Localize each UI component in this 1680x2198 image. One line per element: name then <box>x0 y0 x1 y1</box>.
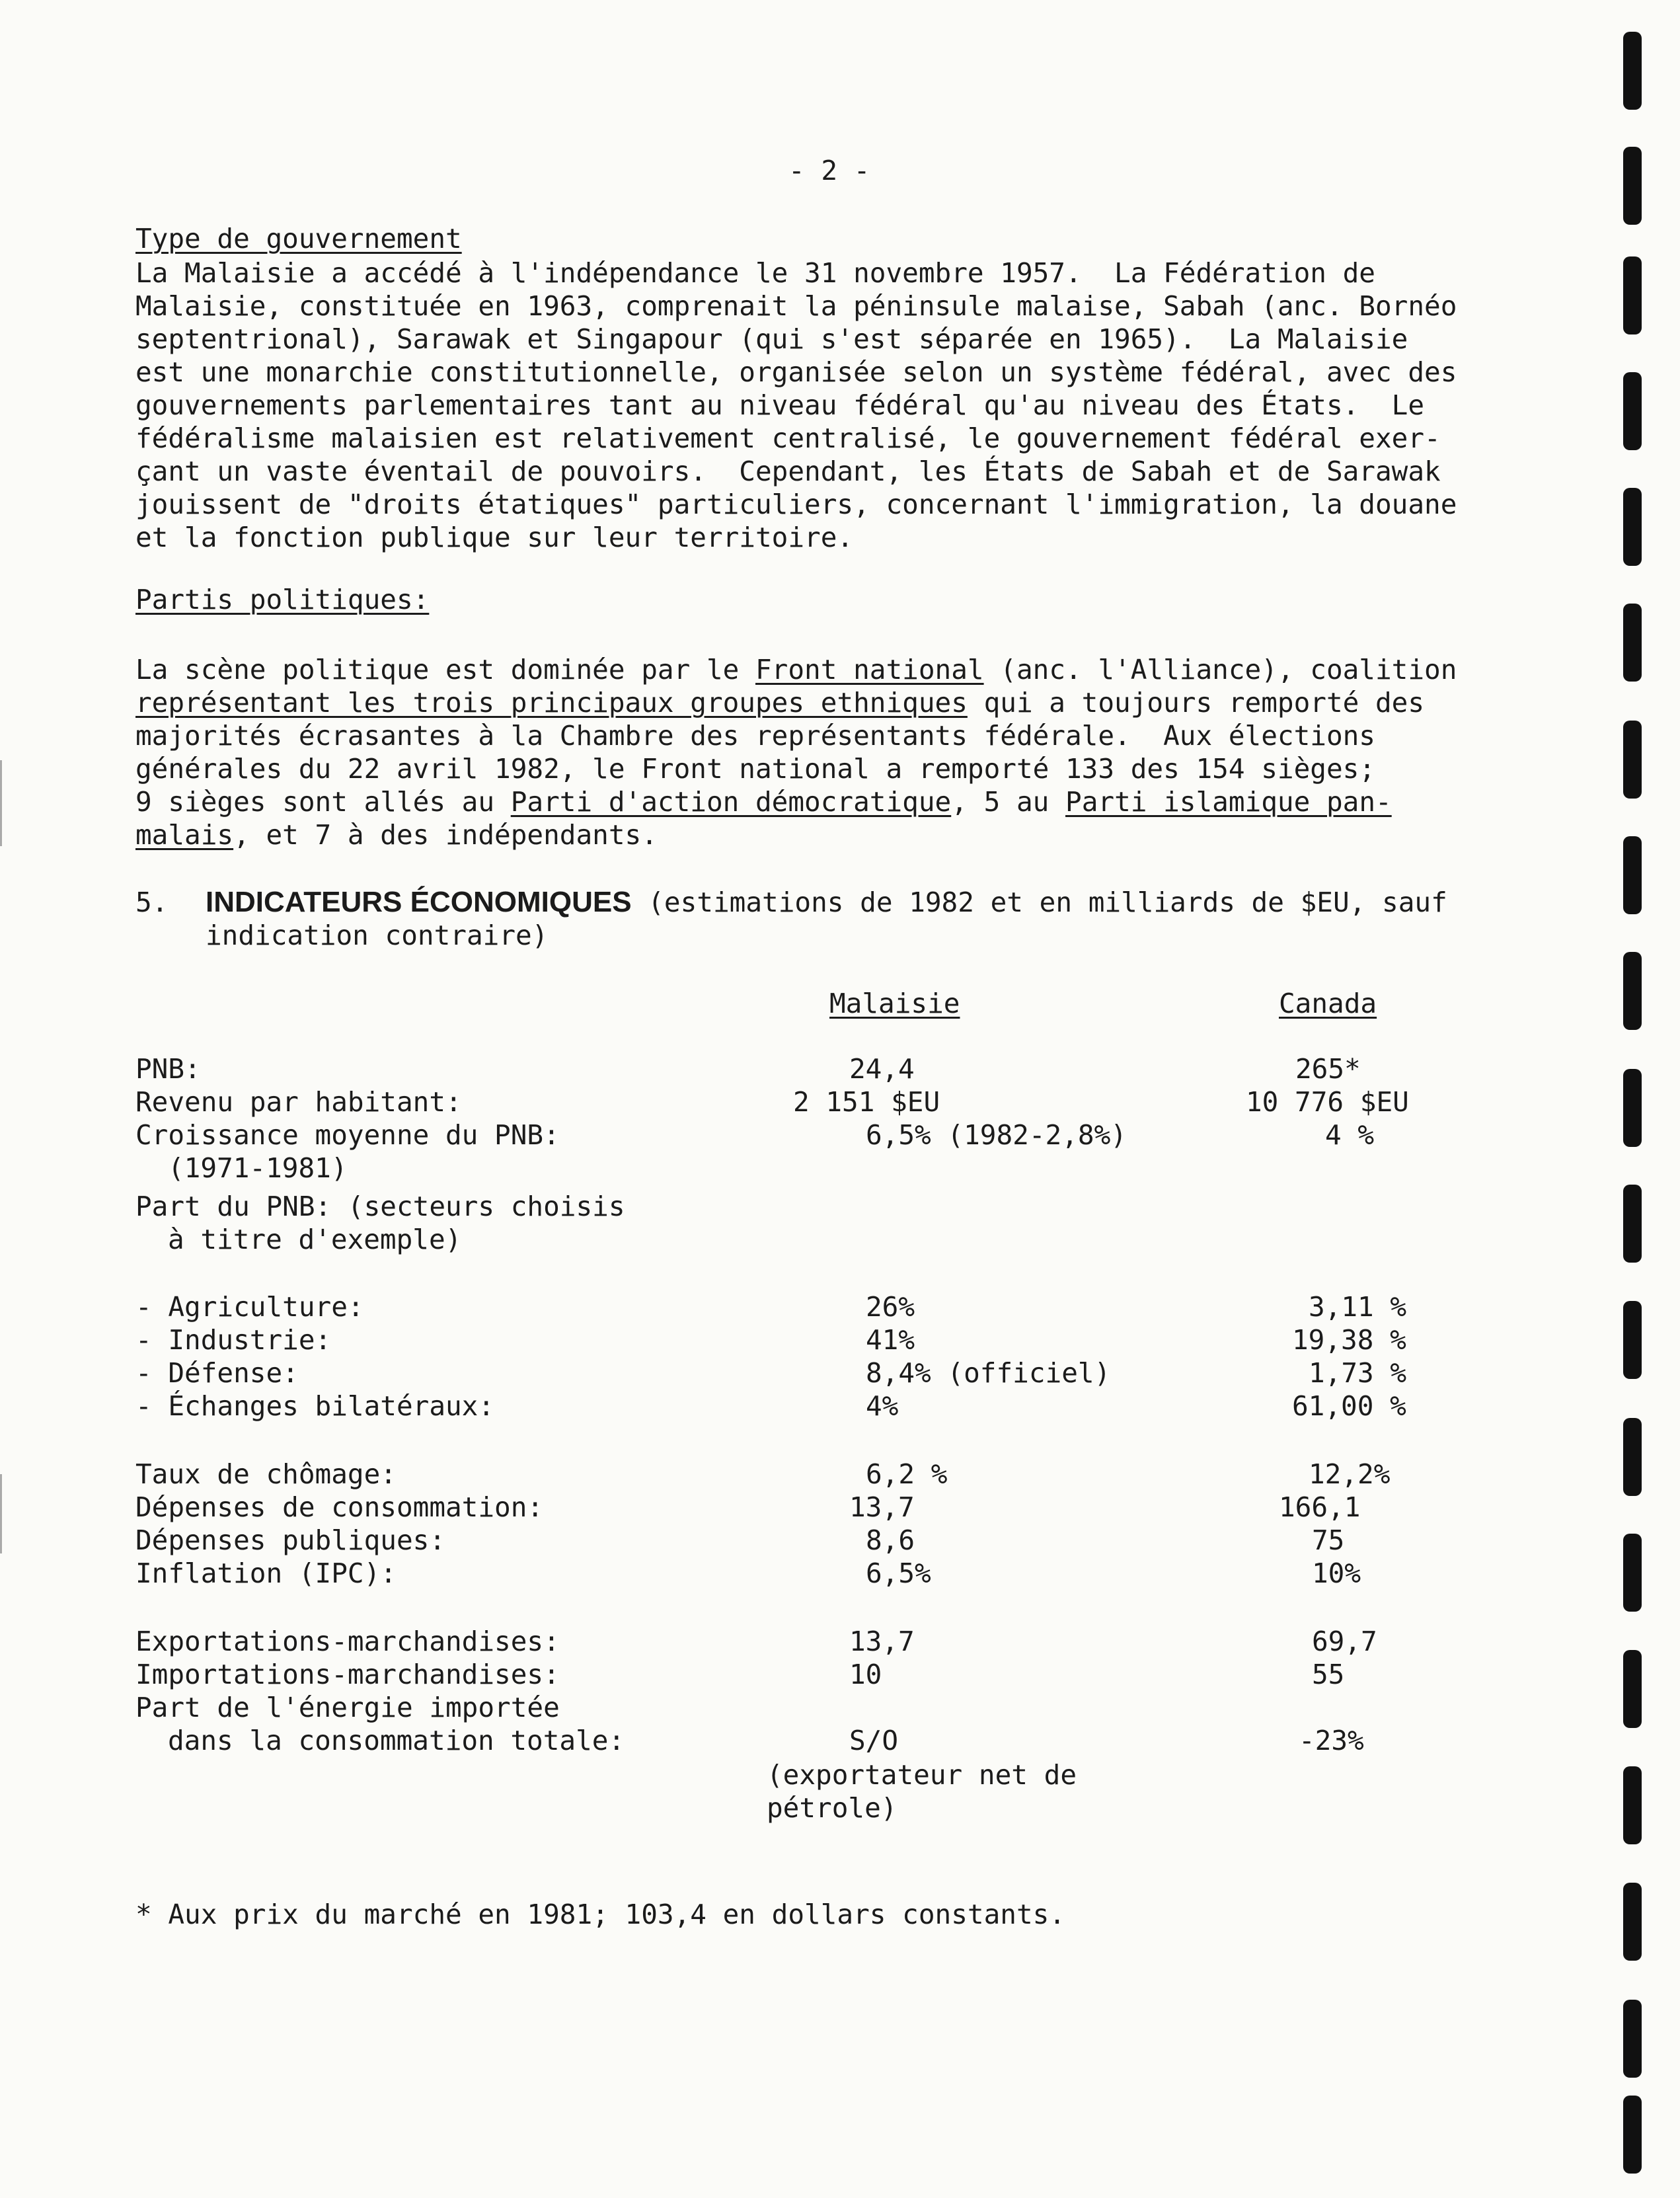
binder-mark <box>1623 147 1642 225</box>
binder-mark <box>1623 836 1642 914</box>
canada-value: 4 % <box>1325 1119 1375 1151</box>
indicator-label: - Défense: <box>135 1357 299 1389</box>
malaisie-value: S/O <box>849 1725 899 1756</box>
paragraph-line: jouissent de "droits étatiques" particuliers, concernant l'immigration, la douane <box>135 489 1457 520</box>
malaisie-value: 8,4% (officiel) <box>866 1357 1111 1389</box>
paragraph-line: fédéralisme malaisien est relativement centralisé, le gouvernement fédéral exer- <box>135 422 1441 454</box>
canada-value: 61,00 % <box>1292 1390 1406 1422</box>
indicator-label: - Échanges bilatéraux: <box>135 1390 495 1422</box>
section-title: INDICATEURS ÉCONOMIQUES <box>206 886 632 918</box>
underlined-term: Parti islamique pan- <box>1065 786 1392 818</box>
footnote: * Aux prix du marché en 1981; 103,4 en dollars constants. <box>135 1899 1065 1930</box>
paragraph-line <box>135 786 1392 818</box>
paragraph-line: La Malaisie a accédé à l'indépendance le 31 novembre 1957. La Fédération de <box>135 257 1375 289</box>
indicator-label: PNB: <box>135 1053 201 1085</box>
section-heading-parties: Partis politiques: <box>135 584 430 615</box>
scan-edge-line <box>0 1474 2 1553</box>
malaisie-value: 13,7 <box>849 1491 915 1523</box>
malaisie-value: 6,2 % <box>866 1458 948 1490</box>
canada-value: 265* <box>1295 1053 1361 1085</box>
binder-mark <box>1623 1069 1642 1147</box>
text-run: 9 sièges sont allés au <box>135 786 511 818</box>
binder-mark <box>1623 2000 1642 2078</box>
malaisie-value: 6,5% <box>866 1557 931 1589</box>
paragraph-line: çant un vaste éventail de pouvoirs. Cependant, les États de Sabah et de Sarawak <box>135 455 1441 487</box>
malaisie-value: 13,7 <box>849 1626 915 1657</box>
paragraph-line <box>135 689 1424 717</box>
section-subtitle-line: indication contraire) <box>206 920 549 951</box>
malaisie-value: 10 <box>849 1659 882 1690</box>
paragraph-line: majorités écrasantes à la Chambre des représentants fédérale. Aux élections <box>135 720 1375 752</box>
canada-value: 69,7 <box>1312 1626 1377 1657</box>
canada-value: 10% <box>1312 1557 1361 1589</box>
malaisie-value: 8,6 <box>866 1524 915 1556</box>
indicator-label: (1971-1981) <box>168 1152 348 1184</box>
canada-value: 1,73 % <box>1309 1357 1407 1389</box>
paragraph-line: générales du 22 avril 1982, le Front national a remporté 133 des 154 sièges; <box>135 753 1375 785</box>
canada-value: 55 <box>1312 1659 1345 1690</box>
canada-value: 3,11 % <box>1309 1291 1407 1323</box>
malaisie-value: 24,4 <box>849 1053 915 1085</box>
scan-edge-line <box>0 760 2 846</box>
binder-mark <box>1623 488 1642 566</box>
text-run: La scène politique est dominée par le <box>135 654 755 686</box>
section-number: 5. <box>135 886 169 918</box>
malaisie-value: 6,5% (1982-2,8%) <box>866 1119 1127 1151</box>
canada-value: 75 <box>1312 1524 1345 1556</box>
indicator-label: Dépenses publiques: <box>135 1524 445 1556</box>
binder-mark <box>1623 1766 1642 1844</box>
binder-mark <box>1623 721 1642 799</box>
binder-mark <box>1623 1650 1642 1728</box>
underlined-term: Front national <box>755 654 984 686</box>
column-header-canada: Canada <box>1279 988 1377 1019</box>
paragraph-line: et la fonction publique sur leur territoire. <box>135 522 854 553</box>
paragraph-line: septentrional), Sarawak et Singapour (qui s'est séparée en 1965). La Malaisie <box>135 323 1408 355</box>
canada-value: 10 776 $EU <box>1246 1086 1409 1118</box>
underlined-term: malais <box>135 819 234 851</box>
canada-value: 19,38 % <box>1292 1324 1406 1356</box>
binder-mark <box>1623 1418 1642 1496</box>
binder-mark <box>1623 372 1642 450</box>
indicator-label: dans la consommation totale: <box>168 1725 625 1756</box>
column-header-malaisie: Malaisie <box>829 988 960 1019</box>
text-run: qui a toujours remporté des <box>967 687 1425 719</box>
malaisie-value: 41% <box>866 1324 915 1356</box>
malaisie-value: 4% <box>866 1390 899 1422</box>
section-subtitle: (estimations de 1982 et en milliards de $EU, sauf <box>631 886 1447 918</box>
indicator-label: Dépenses de consommation: <box>135 1491 544 1523</box>
binder-mark <box>1623 1534 1642 1612</box>
binder-mark <box>1623 2096 1642 2174</box>
paragraph-line <box>135 656 1457 684</box>
indicator-label: - Industrie: <box>135 1324 332 1356</box>
canada-value: 166,1 <box>1279 1491 1361 1523</box>
text-run: , et 7 à des indépendants. <box>233 819 658 851</box>
section-heading-government: Type de gouvernement <box>135 223 462 255</box>
indicator-label: Inflation (IPC): <box>135 1557 397 1589</box>
malaisie-value: pétrole) <box>767 1792 897 1824</box>
binder-mark <box>1623 1301 1642 1379</box>
binder-mark <box>1623 1185 1642 1263</box>
indicator-label: Part du PNB: (secteurs choisis <box>135 1191 625 1222</box>
paragraph-line: Malaisie, constituée en 1963, comprenait la péninsule malaise, Sabah (anc. Bornéo <box>135 290 1457 322</box>
binder-mark <box>1623 256 1642 334</box>
binder-mark <box>1623 1883 1642 1961</box>
indicator-label: à titre d'exemple) <box>168 1224 462 1255</box>
paragraph-line: est une monarchie constitutionnelle, organisée selon un système fédéral, avec des <box>135 356 1457 388</box>
paragraph-line: gouvernements parlementaires tant au niveau fédéral qu'au niveau des États. Le <box>135 389 1425 421</box>
canada-value: 12,2% <box>1309 1458 1391 1490</box>
malaisie-value: 2 151 $EU <box>793 1086 940 1118</box>
page-number: - 2 - <box>788 155 870 186</box>
indicator-label: - Agriculture: <box>135 1291 364 1323</box>
indicator-label: Croissance moyenne du PNB: <box>135 1119 560 1151</box>
indicator-label: Taux de chômage: <box>135 1458 397 1490</box>
binder-mark <box>1623 604 1642 682</box>
binder-mark <box>1623 952 1642 1030</box>
underlined-term: Parti d'action démocratique <box>510 786 952 818</box>
canada-value: -23% <box>1299 1725 1364 1756</box>
indicator-label: Exportations-marchandises: <box>135 1626 560 1657</box>
section-title-line <box>206 888 1447 917</box>
text-run: , 5 au <box>951 786 1066 818</box>
binder-mark <box>1623 32 1642 110</box>
text-run: (anc. l'Alliance), coalition <box>983 654 1457 686</box>
indicator-label: Part de l'énergie importée <box>135 1692 560 1723</box>
indicator-label: Importations-marchandises: <box>135 1659 560 1690</box>
indicator-label: Revenu par habitant: <box>135 1086 462 1118</box>
malaisie-value: (exportateur net de <box>767 1759 1077 1791</box>
underlined-term: représentant les trois principaux groupes ethniques <box>135 687 968 719</box>
paragraph-line <box>135 819 658 851</box>
malaisie-value: 26% <box>866 1291 915 1323</box>
